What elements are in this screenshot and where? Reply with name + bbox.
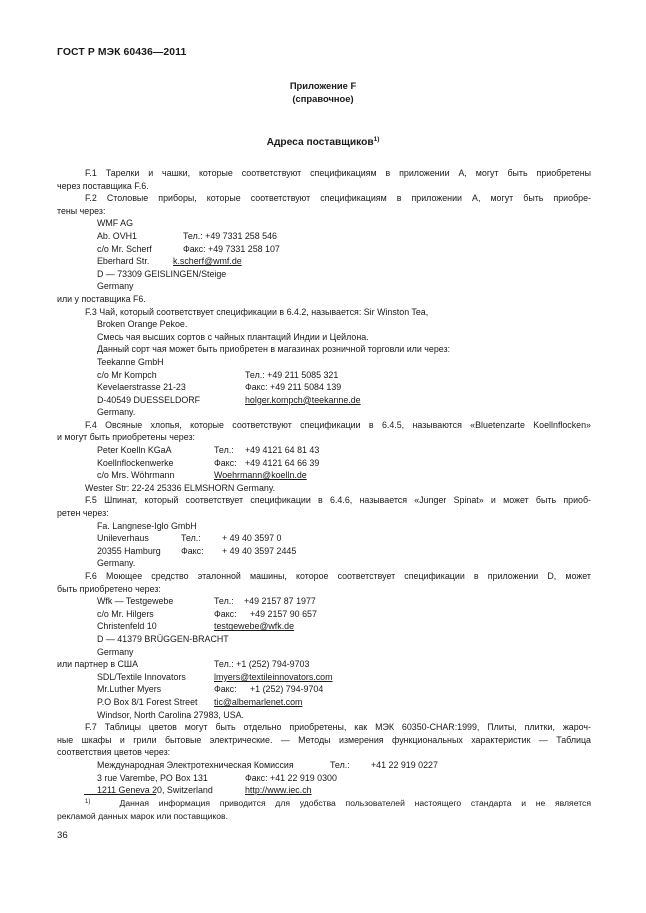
address-field: +49 2157 87 1977 bbox=[244, 596, 316, 607]
address-field: Germany. bbox=[97, 407, 136, 418]
paragraph-text: F.7 Таблицы цветов могут быть отдельно приобретены, как МЭК 60350-CHAR:1999, Плиты, плитки, жароч- bbox=[85, 722, 591, 733]
paragraph-text: тены через: bbox=[57, 205, 106, 216]
text-line bbox=[57, 532, 591, 545]
address-field: Факс: +49 211 5084 139 bbox=[245, 382, 342, 393]
text-line bbox=[57, 482, 591, 495]
address-field: Koellnflockenwerke bbox=[97, 457, 174, 468]
paragraph-text: F.5 Шпинат, который соответствует спецификации в 6.4.6, называется «Junger Spinat» и может быть приоб- bbox=[85, 495, 591, 506]
address-field: 3 rue Varembe, PO Box 131 bbox=[97, 772, 208, 783]
address-field: D — 73309 GEISLINGEN/Steige bbox=[97, 268, 227, 279]
text-line bbox=[57, 570, 591, 583]
text-line bbox=[57, 306, 591, 319]
paragraph-text: F.2 Столовые приборы, которые соответствуют спецификациям в приложении А, могут быть приобре- bbox=[85, 193, 591, 204]
paragraph-text: ные шкафы и грили бытовые электрические. — Методы измерения функциональных характеристик — Таблица bbox=[57, 734, 591, 745]
text-line bbox=[57, 620, 591, 633]
text-line bbox=[57, 734, 591, 747]
paragraph-text: быть приобретено через: bbox=[57, 583, 161, 594]
address-field: 20355 Hamburg bbox=[97, 545, 161, 556]
text-line bbox=[57, 583, 591, 596]
address-field: Тел.: bbox=[214, 596, 234, 607]
address-field: Wester Str: 22-24 25336 ELMSHORN Germany. bbox=[85, 482, 276, 493]
address-field: Факс: bbox=[214, 457, 237, 468]
address-field: +49 2157 90 657 bbox=[250, 608, 317, 619]
address-field: Тел.: bbox=[181, 533, 201, 544]
footnote-line-1 bbox=[57, 797, 591, 810]
address-field: c/o Mrs. Wöhrmann bbox=[97, 470, 175, 481]
address-field: c/o Mr. Scherf bbox=[97, 243, 152, 254]
text-line bbox=[57, 394, 591, 407]
text-line bbox=[57, 268, 591, 281]
address-field: Факс: bbox=[214, 684, 237, 695]
address-field: 1211 Geneva 20, Switzerland bbox=[97, 785, 213, 796]
text-line bbox=[57, 167, 591, 180]
address-field: Broken Orange Pekoe. bbox=[97, 319, 188, 330]
text-line bbox=[57, 381, 591, 394]
address-field: Kevelaerstrasse 21-23 bbox=[97, 382, 186, 393]
address-field: Факс: bbox=[214, 608, 237, 619]
address-field: +41 22 919 0227 bbox=[371, 759, 438, 770]
address-field: P.O Box 8/1 Forest Street bbox=[97, 696, 198, 707]
paragraph-text: через поставщика F.6. bbox=[57, 180, 149, 191]
address-field: Тел.: bbox=[330, 759, 350, 770]
text-line bbox=[57, 595, 591, 608]
text-line bbox=[57, 205, 591, 218]
contact-link[interactable]: http://www.iec.ch bbox=[245, 785, 312, 796]
text-line bbox=[57, 746, 591, 759]
footnote bbox=[57, 797, 591, 822]
address-field: + 49 40 3597 0 bbox=[222, 533, 282, 544]
text-line bbox=[57, 444, 591, 457]
address-field: Eberhard Str. bbox=[97, 256, 150, 267]
address-field: Germany bbox=[97, 281, 134, 292]
address-field: c/o Mr Kompch bbox=[97, 369, 157, 380]
page-number: 36 bbox=[57, 830, 68, 841]
text-line bbox=[57, 356, 591, 369]
appendix-subtitle: (справочное) bbox=[292, 93, 354, 104]
text-line bbox=[57, 318, 591, 331]
text-line bbox=[57, 243, 591, 256]
contact-link[interactable]: k.scherf@wmf.de bbox=[173, 256, 242, 267]
address-field: Тел.: +49 211 5085 321 bbox=[245, 369, 339, 380]
paragraph-text: F.1 Тарелки и чашки, которые соответствуют спецификациям в приложении А, могут быть приобретены bbox=[85, 168, 591, 178]
address-field: Факс: +49 7331 258 107 bbox=[183, 243, 280, 254]
text-line bbox=[57, 255, 591, 268]
address-field: Windsor, North Carolina 27983, USA. bbox=[97, 709, 245, 720]
paragraph-text: F.6 Моющее средство эталонной машины, которое соответствует спецификации в приложении D, может bbox=[85, 571, 591, 581]
address-field: Смесь чая высших сортов с чайных плантаций Индии и Цейлона. bbox=[97, 331, 369, 342]
paragraph-text: F.3 Чай, который соответствует спецификации в 6.4.2, называется: Sir Winston Tea, bbox=[85, 306, 429, 317]
address-field: D — 41379 BRÜGGEN-BRACHT bbox=[97, 633, 229, 644]
text-line bbox=[57, 494, 591, 507]
paragraph-text: F.4 Овсяные хлопья, которые соответствуют спецификации в 6.4.5, называются «Bluetenzarte Koellnflocken» bbox=[85, 419, 591, 430]
paragraph-text: ретен через: bbox=[57, 508, 109, 519]
address-field: Wfk — Testgewebe bbox=[97, 596, 174, 607]
address-field: Тел.: bbox=[214, 445, 234, 456]
paragraph-text: или у поставщика F6. bbox=[57, 293, 146, 304]
text-line bbox=[57, 331, 591, 344]
address-field: SDL/Textile Innovators bbox=[97, 671, 186, 682]
text-line bbox=[57, 457, 591, 470]
text-line bbox=[57, 759, 591, 772]
appendix-title: Приложение F bbox=[289, 80, 357, 91]
contact-link[interactable]: testgewebe@wfk.de bbox=[214, 621, 295, 632]
address-field: + 49 40 3597 2445 bbox=[222, 545, 297, 556]
address-field: Данный сорт чая может быть приобретен в магазинах розничной торговли или через: bbox=[97, 344, 451, 355]
text-line bbox=[57, 280, 591, 293]
contact-link[interactable]: lmyers@textileinnovators.com bbox=[214, 671, 333, 682]
address-field: Germany. bbox=[97, 558, 136, 569]
address-field: Ab. OVH1 bbox=[97, 230, 137, 241]
address-field: Fa. Langnese-Iglo GmbH bbox=[97, 520, 197, 531]
text-line bbox=[57, 419, 591, 432]
text-line bbox=[57, 293, 591, 306]
address-field: +49 4121 64 66 39 bbox=[245, 457, 320, 468]
address-field: Тел.: +49 7331 258 546 bbox=[183, 230, 277, 241]
address-field: Teekanne GmbH bbox=[97, 356, 164, 367]
text-line bbox=[57, 646, 591, 659]
paragraph-text: и могут быть приобретены через: bbox=[57, 432, 195, 443]
text-line bbox=[57, 633, 591, 646]
address-field: c/o Mr. Hilgers bbox=[97, 608, 154, 619]
footnote-line-2: рекламой данных марок или поставщиков. bbox=[57, 810, 229, 821]
text-line bbox=[57, 671, 591, 684]
footnote-mark: 1) bbox=[85, 799, 91, 805]
footnote-reference: 1) bbox=[373, 136, 380, 143]
text-line bbox=[57, 431, 591, 444]
contact-link[interactable]: tic@albemarlenet.com bbox=[214, 696, 303, 707]
text-line bbox=[57, 696, 591, 709]
address-field: D-40549 DUESSELDORF bbox=[97, 394, 201, 405]
address-field: Christenfeld 10 bbox=[97, 621, 157, 632]
text-line bbox=[57, 406, 591, 419]
address-field: Germany bbox=[97, 646, 134, 657]
address-field: +1 (252) 794-9704 bbox=[250, 684, 324, 695]
address-field: Mr.Luther Myers bbox=[97, 684, 162, 695]
address-field: Тел.: +1 (252) 794-9703 bbox=[214, 659, 310, 670]
text-line bbox=[57, 608, 591, 621]
text-line bbox=[57, 507, 591, 520]
address-field: Факс: +41 22 919 0300 bbox=[245, 772, 337, 783]
text-line bbox=[57, 343, 591, 356]
text-line bbox=[57, 180, 591, 193]
text-line bbox=[57, 772, 591, 785]
address-field: Факс: bbox=[181, 545, 204, 556]
text-line bbox=[57, 217, 591, 230]
paragraph-text: соответствия цветов через: bbox=[57, 747, 171, 758]
text-line bbox=[57, 192, 591, 205]
address-field: или партнер в США bbox=[57, 659, 138, 670]
text-line bbox=[57, 658, 591, 671]
section-title bbox=[0, 137, 646, 150]
address-field: +49 4121 64 81 43 bbox=[245, 445, 320, 456]
footnote-separator bbox=[84, 794, 156, 795]
address-field: Международная Электротехническая Комиссия bbox=[97, 759, 294, 770]
text-line bbox=[57, 230, 591, 243]
address-field: WMF AG bbox=[97, 218, 133, 229]
text-line bbox=[57, 520, 591, 533]
text-line bbox=[57, 683, 591, 696]
standard-header: ГОСТ Р МЭК 60436—2011 bbox=[57, 47, 187, 58]
address-field: Peter Koelln KGaA bbox=[97, 445, 172, 456]
document-body bbox=[57, 167, 591, 797]
contact-link[interactable]: Woehrmann@koelln.de bbox=[214, 470, 307, 481]
contact-link[interactable]: holger.kompch@teekanne.de bbox=[245, 394, 361, 405]
section-title-text: Адреса поставщиков bbox=[266, 137, 374, 148]
address-field: Unileverhaus bbox=[97, 533, 149, 544]
text-line bbox=[57, 721, 591, 734]
text-line bbox=[57, 709, 591, 722]
footnote-text: Данная информация приводится для удобства пользователей настоящего стандарта и не является bbox=[119, 798, 591, 808]
text-line bbox=[57, 557, 591, 570]
text-line bbox=[57, 469, 591, 482]
text-line bbox=[57, 369, 591, 382]
text-line bbox=[57, 545, 591, 558]
